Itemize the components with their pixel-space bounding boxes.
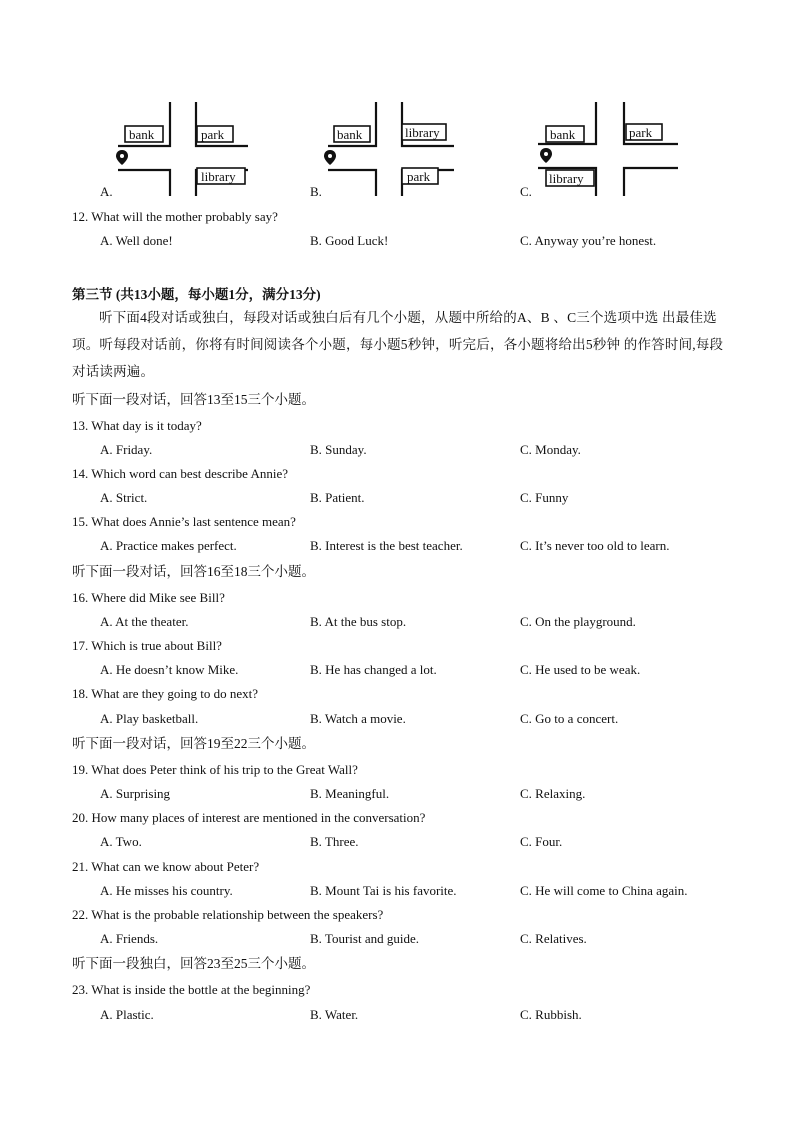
question-15: 15. What does Annie’s last sentence mean? <box>72 514 296 529</box>
q15-option-b: B. Interest is the best teacher. <box>310 538 463 553</box>
map-b-label-tl: bank <box>337 127 363 142</box>
street-map-b <box>310 96 510 204</box>
map-option-b <box>310 96 510 204</box>
q19-option-c: C. Relaxing. <box>520 786 586 801</box>
q12-option-a: A. Well done! <box>100 233 173 248</box>
map-b-label-br: park <box>407 169 431 184</box>
question-16: 16. Where did Mike see Bill? <box>72 590 225 605</box>
q19-option-b: B. Meaningful. <box>310 786 390 801</box>
map-c-label-tl: bank <box>550 127 576 142</box>
question-18: 18. What are they going to do next? <box>72 686 259 701</box>
map-option-c <box>520 96 720 204</box>
q21-option-c: C. He will come to China again. <box>520 883 688 898</box>
q23-option-c: C. Rubbish. <box>520 1007 582 1022</box>
question-12: 12. What will the mother probably say? <box>72 209 278 224</box>
q16-option-b: B. At the bus stop. <box>310 614 407 629</box>
map-c-label-bl: library <box>549 171 584 186</box>
street-map-a <box>100 96 300 204</box>
q18-option-c: C. Go to a concert. <box>520 711 619 726</box>
question-14: 14. Which word can best describe Annie? <box>72 466 288 481</box>
map-letter-a: A. <box>100 184 113 199</box>
dialog-3-intro: 听下面一段对话，回答19至22三个小题。 <box>72 736 315 751</box>
q13-option-c: C. Monday. <box>520 442 581 457</box>
map-b-label-tr: library <box>405 125 440 140</box>
question-23: 23. What is inside the bottle at the beginning? <box>72 982 311 997</box>
q14-option-c: C. Funny <box>520 490 569 505</box>
map-a-label-tl: bank <box>129 127 155 142</box>
dialog-4-intro: 听下面一段独白，回答23至25三个小题。 <box>72 956 315 971</box>
q18-option-a: A. Play basketball. <box>100 711 199 726</box>
question-20: 20. How many places of interest are mentioned in the conversation? <box>72 810 426 825</box>
question-21: 21. What can we know about Peter? <box>72 859 260 874</box>
map-options <box>0 96 793 208</box>
q12-option-c: C. Anyway you’re honest. <box>520 233 657 248</box>
street-map-c <box>520 96 720 204</box>
q13-option-b: B. Sunday. <box>310 442 367 457</box>
section-heading: 第三节 (共13小题，每小题1分，满分13分) <box>72 287 321 302</box>
dialog-1-intro: 听下面一段对话，回答13至15三个小题。 <box>72 392 315 407</box>
location-pin-icon <box>540 148 552 163</box>
q15-option-a: A. Practice makes perfect. <box>100 538 237 553</box>
question-22: 22. What is the probable relationship between the speakers? <box>72 907 384 922</box>
location-pin-icon <box>116 150 128 165</box>
q17-option-c: C. He used to be weak. <box>520 662 641 677</box>
q13-option-a: A. Friday. <box>100 442 153 457</box>
q14-option-a: A. Strict. <box>100 490 148 505</box>
map-option-a <box>100 96 300 204</box>
q22-option-a: A. Friends. <box>100 931 159 946</box>
q12-option-b: B. Good Luck! <box>310 233 389 248</box>
q15-option-c: C. It’s never too old to learn. <box>520 538 670 553</box>
q14-option-b: B. Patient. <box>310 490 365 505</box>
section-instruction: 听下面4段对话或独白，每段对话或独白后有几个小题，从题中所给的A、B 、C三个选项中选 出最佳选项。听每段对话前，你将有时间阅读各个小题，每小题5秒钟，听完后，各小题将给出5秒钟 的作答时间,每段对话读两遍。 <box>72 310 724 379</box>
map-a-label-br: library <box>201 169 236 184</box>
q16-option-a: A. At the theater. <box>100 614 189 629</box>
location-pin-icon <box>324 150 336 165</box>
q16-option-c: C. On the playground. <box>520 614 636 629</box>
question-19: 19. What does Peter think of his trip to the Great Wall? <box>72 762 358 777</box>
q23-option-a: A. Plastic. <box>100 1007 154 1022</box>
q22-option-b: B. Tourist and guide. <box>310 931 419 946</box>
q20-option-c: C. Four. <box>520 834 563 849</box>
q18-option-b: B. Watch a movie. <box>310 711 406 726</box>
q21-option-a: A. He misses his country. <box>100 883 233 898</box>
q20-option-a: A. Two. <box>100 834 142 849</box>
question-17: 17. Which is true about Bill? <box>72 638 222 653</box>
q20-option-b: B. Three. <box>310 834 359 849</box>
map-c-label-tr: park <box>629 125 653 140</box>
question-13: 13. What day is it today? <box>72 418 202 433</box>
map-letter-c: C. <box>520 184 532 199</box>
map-letter-b: B. <box>310 184 322 199</box>
q17-option-b: B. He has changed a lot. <box>310 662 437 677</box>
dialog-2-intro: 听下面一段对话，回答16至18三个小题。 <box>72 564 315 579</box>
q17-option-a: A. He doesn’t know Mike. <box>100 662 239 677</box>
q22-option-c: C. Relatives. <box>520 931 587 946</box>
q23-option-b: B. Water. <box>310 1007 359 1022</box>
q19-option-a: A. Surprising <box>100 786 171 801</box>
map-a-label-tr: park <box>201 127 225 142</box>
q21-option-b: B. Mount Tai is his favorite. <box>310 883 457 898</box>
